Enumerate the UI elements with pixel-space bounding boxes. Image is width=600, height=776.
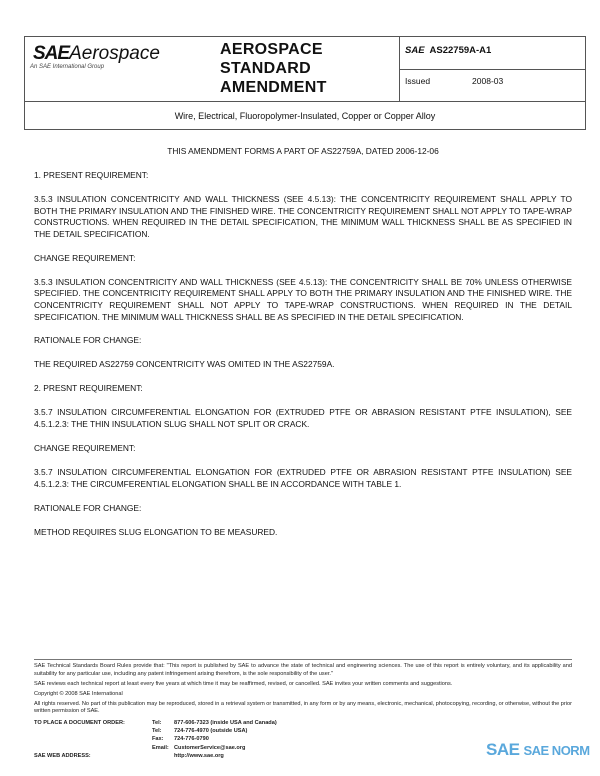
section-heading: 2. PRESNT REQUIREMENT:	[34, 383, 143, 394]
logo-brand: SAE	[33, 43, 70, 64]
web-label: SAE WEB ADDRESS:	[34, 753, 91, 760]
document-number	[405, 45, 491, 56]
web-link[interactable]: http://www.sae.org	[174, 753, 224, 760]
contact-key: Email:	[152, 744, 169, 751]
email-link[interactable]: CustomerService@sae.org	[174, 744, 246, 751]
title-line: AEROSPACE	[220, 41, 323, 58]
doc-number-text: AS22759A-A1	[429, 45, 492, 56]
issued-date: 2008-03	[472, 76, 504, 86]
section-heading: RATIONALE FOR CHANGE:	[34, 335, 142, 346]
sae-logo-small: SAE	[405, 45, 425, 56]
contact-value: 724-776-4970 (outside USA)	[174, 727, 248, 734]
contact-value: 724-776-0790	[174, 736, 209, 743]
section-heading: CHANGE REQUIREMENT:	[34, 252, 136, 263]
title-line: STANDARD	[220, 60, 311, 77]
sae-aerospace-logo	[25, 37, 198, 101]
header-box	[24, 36, 586, 130]
amendment-statement: THIS AMENDMENT FORMS A PART OF AS22759A, DATED 2006-12-06	[167, 146, 439, 156]
order-label: TO PLACE A DOCUMENT ORDER:	[34, 719, 125, 726]
issued-label: Issued	[405, 76, 431, 86]
footer-review: SAE reviews each technical report at least every five years at which time it may be reaffirmed, revised, or cancelled. SAE invites your written comments and suggestions.	[34, 680, 453, 687]
watermark-brand: SAE	[486, 740, 520, 759]
paragraph: 3.5.7 INSULATION CIRCUMFERENTIAL ELONGATION FOR (EXTRUDED PTFE OR ABRASION RESISTANT PTFE INSULATION) SEE 4.5.1.2.3: THE CIRCUMFERENTIAL ELONGATION SHALL BE IN ACCORDANCE WITH TABLE 1.	[34, 467, 572, 489]
contact-key: Fax:	[152, 736, 164, 743]
paragraph: 3.5.3 INSULATION CONCENTRICITY AND WALL THICKNESS (SEE 4.5.13): THE CONCENTRICITY SHALL BE 70% UNLESS OTHERWISE SPECIFIED. THE CONCENTRICITY REQUIREMENT SHALL APPLY TO BOTH THE PRIMARY INSULATION AND THE FINISHED WIRE. THE CONCENTRICITY REQUIREMENT SHALL NOT APPLY TO TAPE-WRAP CONSTRUCTIONS. WHEN REQUIRED IN THE DETAIL SPECIFICATION. THE MINIMUM WALL THICKNESS SHALL BE AS SPECIFIED IN THE DETAIL SPECIFICATION.	[34, 276, 572, 322]
watermark-text: SAE NORM	[523, 743, 590, 758]
footer-rights: All rights reserved. No part of this publication may be reproduced, stored in a retrieval system or transmitted, in any form or by any means, electronic, mechanical, photocopying, recording, or otherwise, without the prior written permission of SAE.	[34, 700, 572, 715]
logo-product: Aerospace	[69, 43, 160, 64]
contact-key: Tel:	[152, 719, 162, 726]
section-heading: RATIONALE FOR CHANGE:	[34, 502, 142, 513]
logo-tagline: An SAE International Group	[30, 64, 105, 70]
paragraph: METHOD REQUIRES SLUG ELONGATION TO BE MEASURED.	[34, 526, 278, 537]
footer-copyright: Copyright © 2008 SAE International	[34, 690, 123, 697]
document-type	[198, 37, 400, 101]
section-heading: 1. PRESENT REQUIREMENT:	[34, 169, 149, 180]
contact-key: Tel:	[152, 727, 162, 734]
document-body	[34, 146, 572, 551]
paragraph: THE REQUIRED AS22759 CONCENTRICITY WAS OMITED IN THE AS22759A.	[34, 359, 335, 370]
footer-rules: SAE Technical Standards Board Rules provide that: "This report is published by SAE to advance the state of technical and engineering sciences. The use of this report is entirely voluntary, and its applicability and suitability for any particular use, including any patent infringement arising therefrom, is the sole responsibility of the user."	[34, 663, 572, 677]
paragraph: 3.5.7 INSULATION CIRCUMFERENTIAL ELONGATION FOR (EXTRUDED PTFE OR ABRASION RESISTANT PTFE INSULATION), SEE 4.5.1.2.3: THE THIN INSULATION SLUG SHALL NOT SPLIT OR CRACK.	[34, 407, 572, 430]
title-line: AMENDMENT	[220, 79, 327, 96]
sae-norm-watermark	[486, 740, 590, 760]
contact-value: 877-606-7323 (inside USA and Canada)	[174, 719, 277, 726]
paragraph: 3.5.3 INSULATION CONCENTRICITY AND WALL THICKNESS (SEE 4.5.13): THE CONCENTRICITY REQUIREMENT SHALL APPLY TO BOTH THE PRIMARY INSULATION AND THE FINISHED WIRE. THE CONCENTRICITY REQUIREMENT SHALL NOT APPLY TO TAPE-WRAP CONSTRUCTIONS. WHEN REQUIRED IN THE DETAIL SPECIFICATION, THE MINIMUM WALL THICKNESS SHALL BE AS SPECIFIED IN THE DETAIL SPECIFICATION.	[34, 193, 572, 239]
issued-row	[399, 69, 585, 86]
document-subtitle: Wire, Electrical, Fluoropolymer-Insulated, Copper or Copper Alloy	[174, 111, 436, 121]
section-heading: CHANGE REQUIREMENT:	[34, 443, 136, 454]
